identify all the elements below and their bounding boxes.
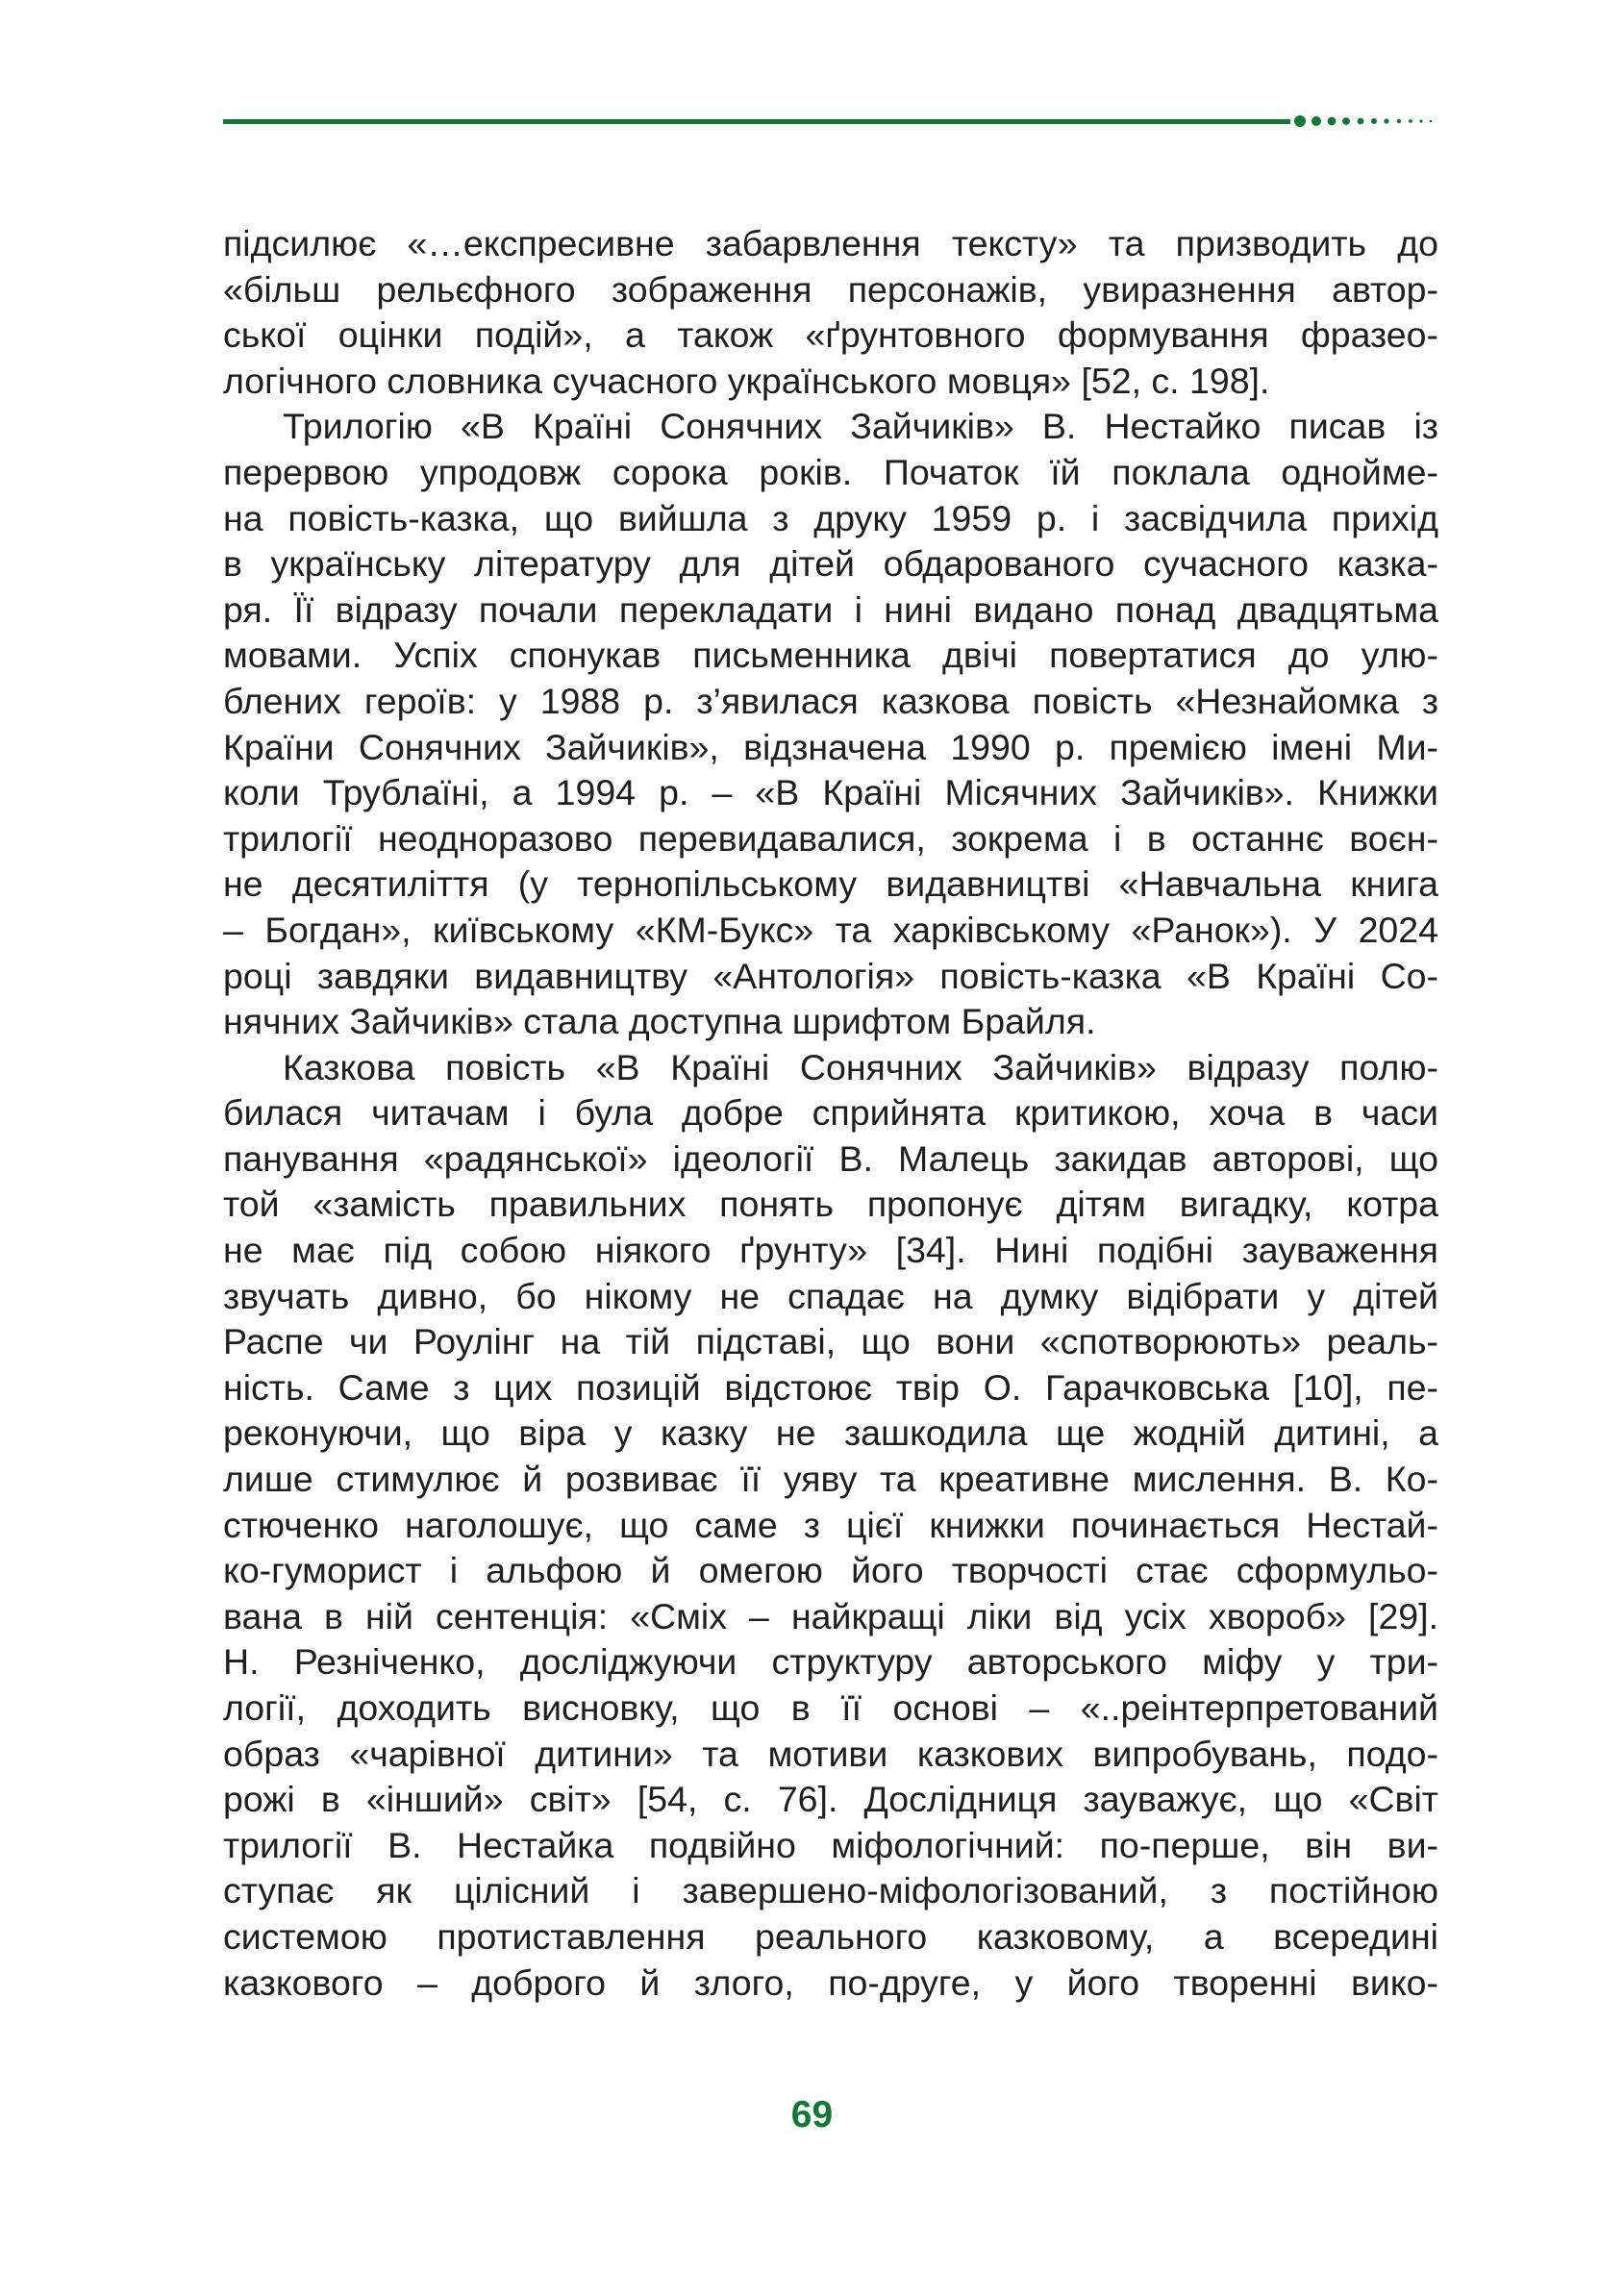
text-line: Трилогію «В Країні Сонячних Зайчиків» В. Нестайко писав із [283,406,1438,447]
text-line: казкового – доброго й злого, по-друге, у його творенні вико- [223,1961,1438,2003]
text-line: не десятиліття (у тернопільському видавництві «Навчальна книга [223,863,1438,905]
text-line: логії, доходить висновку, що в її основі – «..реінтерпретований [223,1687,1438,1728]
text-line: стюченко наголошує, що саме з цієї книжки починається Нестай- [223,1504,1438,1545]
text-line: – Богдан», київському «КМ-Букс» та харківському «Ранок»). У 2024 [223,909,1438,950]
text-line: реконуючи, що віра у казку не зашкодила ще жодній дитині, а [223,1412,1438,1454]
text-line: рожі в «інший» світ» [54, с. 76]. Дослідниця зауважує, що «Світ [223,1779,1438,1820]
text-line: ської оцінки подій», а також «ґрунтовного формування фразео- [223,314,1438,356]
text-line: блених героїв: у 1988 р. з’явилася казкова повість «Незнайомка з [223,680,1438,721]
text-line: трилогії В. Нестайка подвійно міфологічний: по-перше, він ви- [223,1824,1438,1865]
text-line: Распе чи Роулінг на тій підставі, що вони «спотворюють» реаль- [223,1321,1438,1362]
text-line: нячних Зайчиків» стала доступна шрифтом Брайля. [223,1001,1096,1042]
text-line: звучать дивно, бо нікому не спадає на думку відібрати у дітей [223,1275,1438,1316]
paragraph [223,1045,1438,2006]
text-line: Країни Сонячних Зайчиків», відзначена 1990 р. премією імені Ми- [223,726,1438,767]
text-line: ність. Саме з цих позицій відстоює твір О. Гарачковська [10], пе- [223,1366,1438,1408]
text-line: системою протиставлення реального казковому, а всередині [223,1915,1438,1957]
text-line: в українську літературу для дітей обдарованого сучасного казка- [223,543,1438,585]
text-line: ря. Її відразу почали перекладати і нині видано понад двадцятьма [223,588,1438,630]
header-dot-ornament [1292,113,1437,129]
text-line: ко-гуморист і альфою й омегою його творчості стає сформульо- [223,1550,1438,1591]
text-line: «більш рельєфного зображення персонажів, увиразнення автор- [223,268,1438,310]
text-line: вана в ній сентенція: «Сміх – найкращі ліки від усіх хвороб» [29]. [223,1595,1438,1636]
text-line: Казкова повість «В Країні Сонячних Зайчиків» відразу полю- [283,1046,1438,1087]
text-line: панування «радянської» ідеології В. Малець закидав авторові, що [223,1137,1438,1179]
paragraph [223,221,1438,404]
text-line: Н. Резніченко, досліджуючи структуру авторського міфу у три- [223,1641,1438,1683]
text-line: році завдяки видавництву «Антологія» повість-казка «В Країні Со- [223,955,1438,996]
text-line: логічного словника сучасного українського мовця» [52, с. 198]. [223,360,1270,401]
text-line: на повість-казка, що вийшла з друку 1959 р. і засвідчила прихід [223,497,1438,538]
header-rule [223,119,1290,124]
page-number: 69 [790,2094,834,2135]
text-line: перервою упродовж сорока років. Початок їй поклала однойме- [223,451,1438,492]
text-line: той «замість правильних понять пропонує дітям вигадку, котра [223,1184,1438,1225]
text-line: ступає як цілісний і завершено-міфологізований, з постійною [223,1870,1438,1911]
text-line: трилогії неодноразово перевидавалися, зокрема і в останнє воєн- [223,817,1438,859]
text-line: коли Трублаїні, а 1994 р. – «В Країні Місячних Зайчиків». Книжки [223,772,1438,813]
text-line: билася читачам і була добре сприйнята критикою, хоча в часи [223,1092,1438,1134]
paragraph [223,404,1438,1044]
body-text [223,221,1438,2006]
text-line: мовами. Успіх спонукав письменника двічі повертатися до улю- [223,635,1438,676]
text-line: образ «чарівної дитини» та мотиви казкових випробувань, подо- [223,1733,1438,1774]
text-line: не має під собою ніякого ґрунту» [34]. Нині подібні зауваження [223,1230,1438,1271]
text-line: підсилює «…експресивне забарвлення тексту» та призводить до [223,223,1438,263]
text-line: лише стимулює й розвиває її уяву та креативне мислення. В. Ко- [223,1459,1438,1500]
